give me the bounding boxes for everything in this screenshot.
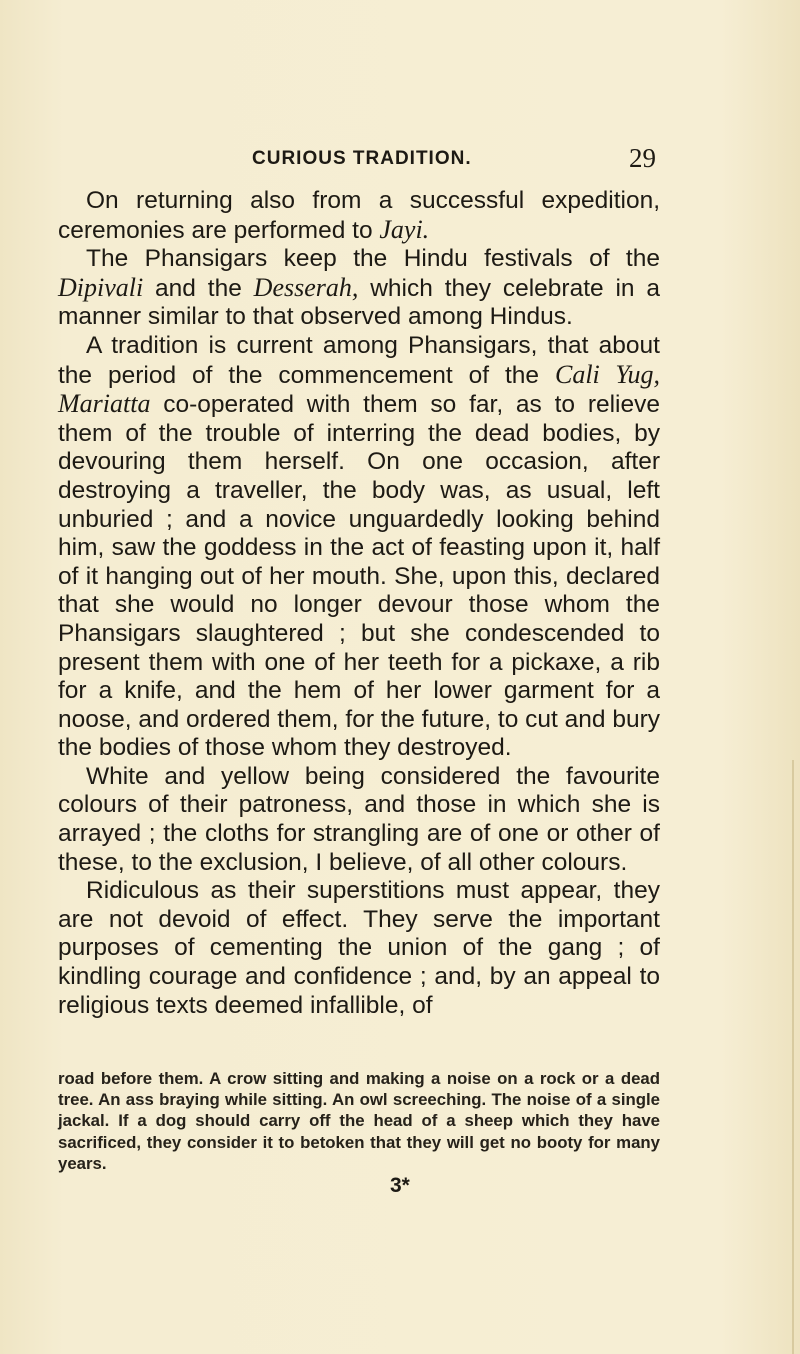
page-edge-shadow (792, 760, 794, 1354)
text-run: and the (143, 274, 254, 302)
italic-term: Mariatta (58, 389, 151, 419)
text-run: A tradition is current among Phansigars, that about the period of the commencement of the (58, 331, 660, 389)
footnote-text: road before them. A crow sitting and making a noise on a rock or a dead tree. An ass braying while sitting. An owl screeching. The noise of a single jackal. If a dog should carry off the head of a sheep which they have sacrificed, they consider it to betoken that they will get no booty for many years. (58, 1069, 660, 1173)
paragraph (58, 332, 660, 763)
italic-term: Desserah, (253, 272, 359, 302)
running-title: CURIOUS TRADITION. (252, 148, 472, 169)
text-run: co-operated with them so far, as to relieve them of the trouble of interring the dead bodies, by devouring them herself. On one occasion, after destroying a traveller, the body was, as usual, left unburied ; and a novice unguardedly looking behind him, saw the goddess in the act of feasting upon it, half of it hanging out of her mouth. She, upon this, declared that she would no longer devour those whom the Phansigars slaughtered ; but she condescended to present them with one of her teeth for a pickaxe, a rib for a knife, and the hem of her lower garment for a noose, and ordered them, for the future, to cut and bury the bodies of those whom they destroyed. (58, 391, 660, 762)
paragraph (58, 245, 660, 332)
paragraph (58, 763, 660, 877)
text-run: The Phansigars keep the Hindu festivals of the (86, 245, 660, 273)
page-number: 29 (629, 143, 656, 173)
footnote (58, 1068, 660, 1174)
text-run: White and yellow being considered the favourite colours of their patroness, and those in which she is arrayed ; the cloths for strangling are of one or other of these, to the exclusion, I believe, of all other colours. (58, 762, 660, 876)
body-text (58, 187, 660, 1020)
text-run: On returning also from a successful expedition, ceremonies are performed to (58, 187, 660, 244)
italic-term: Dipivali (58, 272, 144, 302)
paragraph (58, 877, 660, 1020)
page-header (252, 143, 656, 180)
italic-term: Cali Yug, (554, 359, 660, 389)
text-run: Ridiculous as their superstitions must appear, they are not devoid of effect. They serve the important purposes of cementing the union of the gang ; of kindling courage and confidence ; and, by an appeal to religious texts deemed infallible, of (58, 877, 660, 1019)
italic-term: Jayi. (379, 214, 430, 244)
signature-mark: 3* (390, 1174, 410, 1197)
paragraph (58, 187, 660, 245)
text-run: which they celebrate in a manner similar to that observed among Hindus. (58, 274, 660, 331)
